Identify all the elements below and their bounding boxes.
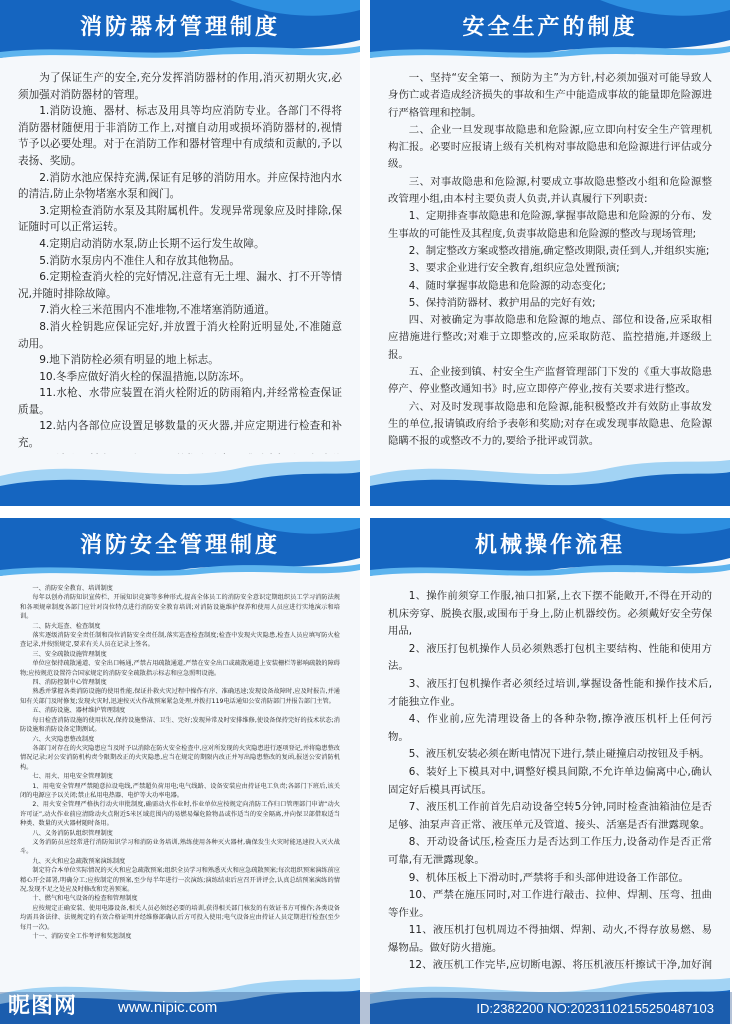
board-footer-wave xyxy=(0,446,360,506)
section-heading: 四、消防控制中心管理制度 xyxy=(32,679,107,687)
board-title: 机械操作流程 xyxy=(474,533,625,558)
paragraph: 每日检查消防设施的使用状况,保持设施整洁、卫生、完好;发现异常及时安排维修,使设备保持完好的技术状态;消防设施和消防设备定期测试。 xyxy=(20,716,340,734)
paragraph: 熟悉并掌握各类消防设施的使用性能,保证扑救火灾过程中操作有序、准确迅速;发现设备故障时,应及时报告,并通知有关部门及时修复;发现火灾时,迅速按灭火作战预案紧急处理,并拨打119电话通知公安消防部门并报告部门主管。 xyxy=(20,688,340,705)
paragraph: 1、用电安全管理严禁随意拉设电线,严禁超负荷用电;电气线路、设备安装应由持证电工负责;各部门下班后,该关闭的电源应予以关闭;禁止私用电热器、电炉等大功率电器。 xyxy=(20,782,340,799)
paragraph: 二、企业一旦发现事故隐患和危险源,应立即向村安全生产管理机构汇报。必要时应报请上级有关机构对事故隐患和危险源进行评估或分级。 xyxy=(388,123,712,171)
paragraph: 12.站内各部位应设置足够数量的灭火器,并应定期进行检查和补充。 xyxy=(18,420,342,450)
paragraph: 制定符合本单位实际情况的灭火和应急疏散预案;组织全员学习和熟悉灭火和应急疏散预案;每次组织预案演练前应精心开会部署,明确分工;应按制定的预案,至少每半年进行一次演练;演练结束后应召开讲评会,认真总结预案演练的情况,发现不足之处应及时修改和完善预案。 xyxy=(20,867,340,893)
board-safety-production xyxy=(370,0,730,506)
paragraph: 11、液压机打包机周边不得抽烟、焊割、动火,不得存放易燃、易爆物品。做好防火措施。 xyxy=(388,924,712,954)
board-title: 消防安全管理制度 xyxy=(79,533,280,558)
paragraph: 1、定期排查事故隐患和危险源,掌握事故隐患和危险源的分布、发生事故的可能性及其程度,负责事故隐患和危险源的整改与现场管理; xyxy=(388,210,712,240)
paragraph: 10.冬季应做好消火栓的保温措施,以防冻坏。 xyxy=(39,370,251,383)
paragraph: 9.地下消防栓必须有明显的地上标志。 xyxy=(39,354,219,367)
board-header xyxy=(0,518,360,580)
board-fire-equipment xyxy=(0,0,360,506)
paragraph: 10、严禁在施压同时,对工作进行敲击、拉伸、焊割、压弯、扭曲等作业。 xyxy=(388,889,712,919)
paragraph: 每年以创办消防知识宣传栏、开展知识竞赛等多种形式,提高全体员工的消防安全意识定期组织员工学习消防法规和各项规章制度各部门应针对岗位特点进行消防安全教育培训;对消防设施维护保养和使用人员应进行实地演示和培训。 xyxy=(20,594,340,621)
paragraph: 7、液压机工作前首先启动设备空转5分钟,同时检查油箱油位是否足够、油泵声音正常、液压单元及管道、接头、活塞是否有泄露现象。 xyxy=(388,801,712,831)
board-machine-operation xyxy=(370,518,730,1024)
paragraph: 2、用火安全管理严格执行动火审批制度,确需动火作业时,作业单位应按规定向消防工作归口管理部门申请“动火许可证”,动火作业前应清除动火点附近5米区域范围内的易燃易爆危险物品或作适当的安全隔离,并向保卫部借取适当种类、数量的灭火器材随时备用。 xyxy=(20,801,340,828)
section-heading: 八、义务消防队组织管理制度 xyxy=(32,829,113,837)
section-heading: 二、防火巡查、检查制度 xyxy=(32,622,101,630)
section-heading: 一、消防安全教育、培训制度 xyxy=(32,585,113,592)
board-fire-safety-management xyxy=(0,518,360,1024)
paragraph: 9、机体压板上下滑动时,严禁将手和头部伸进设备工作部位。 xyxy=(408,871,689,884)
watermark-logo: 昵图网 xyxy=(8,993,78,1019)
paragraph: 2、液压打包机操作人员必须熟悉打包机主要结构、性能和使用方法。 xyxy=(388,642,712,673)
paragraph: 8、开动设备试压,检查压力是否达到工作压力,设备动作是否正常可靠,有无泄露现象。 xyxy=(388,836,712,866)
paragraph: 3.定期检查消防水泵及其附属机件。发现异常现象应及时排除,保证随时可以正常运转。 xyxy=(18,204,342,234)
section-heading: 七、用火、用电安全管理制度 xyxy=(32,773,113,781)
section-heading: 五、消防设施、器材维护管理制度 xyxy=(32,707,126,715)
board-body xyxy=(20,584,340,972)
paragraph: 一、坚持“安全第一、预防为主”为方针,村必须加强对可能导致人身伤亡或者造成经济损失的事故和生产中能造成事故的能量即危险源进行严格管理和控制。 xyxy=(388,72,712,119)
paragraph: 6、装好上下模具对中,调整好模具间隙,不允许单边偏离中心,确认固定好后模具再试压。 xyxy=(388,765,712,796)
watermark-url: www.nipic.com xyxy=(118,999,218,1016)
paragraph: 应按规定正确安装、使用电器设备,相关人员必须经必要的培训,获得相关部门核发的有效证书方可操作;各类设备均需具备法律、法规规定的有效合格证明并经维修部确认后方可投入使用;电气设备应由持证人员定期进行检查(至少每月一次)。 xyxy=(20,904,340,931)
board-footer-wave xyxy=(370,446,730,506)
section-heading: 三、安全疏散设施管理制度 xyxy=(32,650,107,658)
paragraph: 3、要求企业进行安全教育,组织应急处置预演; xyxy=(408,262,620,275)
section-heading: 九、灭火和应急疏散预案演练制度 xyxy=(32,857,126,865)
paragraph: 单位应保持疏散通道、安全出口畅通,严禁占用疏散通道,严禁在安全出口或疏散通道上安装栅栏等影响疏散的障碍物;应按规范设置符合国家规定的消防安全疏散指示标志和应急照明设施。 xyxy=(20,660,340,677)
paragraph: 为了保证生产的安全,充分发挥消防器材的作用,消灭初期火灾,必须加强对消防器材的管理。 xyxy=(18,72,342,101)
section-heading: 十一、消防安全工作考评和奖惩制度 xyxy=(32,933,132,941)
paragraph: 3、液压打包机操作者必须经过培训,掌握设备性能和操作技术后,才能独立作业。 xyxy=(388,677,712,708)
paragraph: 六、对及时发现事故隐患和危险源,能积极整改并有效防止事故发生的单位,报请镇政府给予表彰和奖励;对存在或发现事故隐患、危险源隐瞒不报的或整改不力的,要给予批评或罚款。 xyxy=(388,400,712,448)
paragraph: 落实逐级消防安全责任制和岗位消防安全责任制,落实巡查检查制度;检查中发现火灾隐患,检查人员应填写防火检查记录,并按照规定,要求有关人员在记录上签名。 xyxy=(20,632,340,649)
paragraph: 7.消火栓三米范围内不准堆物,不准堵塞消防通道。 xyxy=(39,304,276,317)
board-title: 消防器材管理制度 xyxy=(79,15,280,40)
section-heading: 十、燃气和电气设备的检查和管理制度 xyxy=(32,895,138,903)
paragraph: 8.消火栓钥匙应保证完好,并放置于消火栓附近明显处,不准随意动用。 xyxy=(18,320,342,350)
paragraph: 三、对事故隐患和危险源,村要成立事故隐患整改小组和危险源整改管理小组,由本村主要负责人负责,并认真履行下列职责: xyxy=(388,175,712,206)
paragraph: 6.定期检查消火栓的完好情况,注意有无土埋、漏水、打不开等情况,并随时排除故障。 xyxy=(18,271,342,300)
paragraph: 各部门对存在的火灾隐患应当及时予以消除在防火安全检查中,应对所发现的火灾隐患进行逐项登记,并将隐患整改情况记录;对公安消防机构责令限期改正的火灾隐患,应当在规定的期限内改正并写出隐患整改的复函,报送公安消防机构。 xyxy=(20,744,340,771)
paragraph: 2、制定整改方案或整改措施,确定整改期限,责任到人,并组织实施; xyxy=(408,244,710,257)
board-header xyxy=(370,0,730,62)
board-body xyxy=(388,588,712,972)
paragraph: 4、随时掌握事故隐患和危险源的动态变化; xyxy=(408,279,606,292)
board-header xyxy=(0,0,360,62)
watermark-id: ID:2382200 NO:20231102155250487103 xyxy=(476,1001,714,1016)
paragraph: 5、保持消防器材、救护用品的完好有效; xyxy=(408,296,596,309)
paragraph: 2.消防水池应保持充满,保证有足够的消防用水。并应保持池内水的清洁,防止杂物堵塞水泵和阀门。 xyxy=(18,171,342,201)
paragraph: 4、作业前,应先清理设备上的各种杂物,擦净液压机杆上任何污物。 xyxy=(388,713,712,743)
paragraph: 5.消防水泵房内不准住人和存放其他物品。 xyxy=(39,254,240,267)
board-body xyxy=(388,70,712,454)
paragraph: 1、操作前须穿工作服,袖口扣紧,上衣下摆不能敞开,不得在开动的机床旁穿、脱换衣服,或围布于身上,防止机器绞伤。必须戴好安全劳保用品, xyxy=(388,590,712,638)
paragraph: 12、液压机工作完毕,应切断电源、将压机液压杆擦试干净,加好润 xyxy=(408,959,712,972)
board-body xyxy=(18,70,342,454)
paragraph: 5、液压机安装必须在断电情况下进行,禁止碰撞启动按钮及手柄。 xyxy=(408,748,710,761)
paragraph: 11.水枪、水带应装置在消火栓附近的防雨箱内,并经常检查保证质量。 xyxy=(18,387,342,416)
paragraph: 1.消防设施、器材、标志及用具等均应消防专业。各部门不得将消防器材随便用于非消防工作上,对擅自动用或损坏消防器材的,视情节予以必要处理。对于在消防工作和器材管理中有成绩和贡献的,予以表扬、奖励。 xyxy=(18,105,342,167)
paragraph: 五、企业接到镇、村安全生产监督管理部门下发的《重大事故隐患停产、停业整改通知书》时,应立即停产停业,按有关要求进行整改。 xyxy=(388,366,712,396)
paragraph: 四、对被确定为事故隐患和危险源的地点、部位和设备,应采取相应措施进行整改;对难于立即整改的,应采取防范、监控措施,并逐级上报。 xyxy=(388,314,712,361)
board-title: 安全生产的制度 xyxy=(462,15,638,40)
paragraph: 4.定期启动消防水泵,防止长期不运行发生故障。 xyxy=(39,237,265,250)
board-header xyxy=(370,518,730,580)
section-heading: 六、火灾隐患整改制度 xyxy=(32,735,95,743)
paragraph: 义务消防员应经常进行消防知识学习和消防业务培训,熟练使用各种灭火器材,确保发生火灾时能迅速投入灭火战斗。 xyxy=(20,838,340,856)
